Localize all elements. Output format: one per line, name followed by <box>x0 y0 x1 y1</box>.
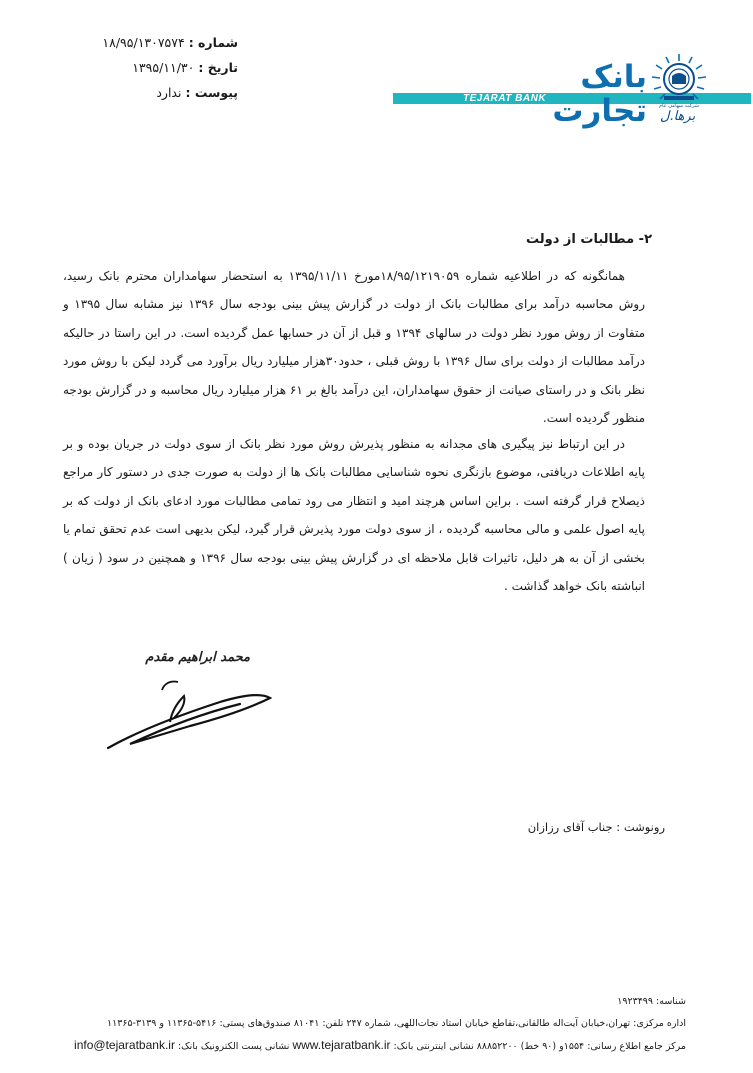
section-heading: ۲- مطالبات از دولت <box>526 232 652 247</box>
website-link[interactable]: www.tejaratbank.ir <box>292 1038 391 1052</box>
signatory-name: محمد ابراهیم مقدم <box>145 650 250 665</box>
email-link[interactable]: info@tejaratbank.ir <box>74 1038 175 1052</box>
letter-meta <box>102 30 238 105</box>
letter-attachment-value: ندارد <box>156 85 182 100</box>
letter-date-value: ۱۳۹۵/۱۱/۳۰ <box>132 60 195 75</box>
body-paragraph-1: همانگونه که در اطلاعیه شماره ۱۸/۹۵/۱۲۱۹۰۵۹مورخ ۱۳۹۵/۱۱/۱۱ به استحضار سهامداران محترم بانک رسید، روش محاسبه درآمد برای مطالبات بانک از دولت در گزارش پیش بینی بودجه سال ۱۳۹۶ نیز مشابه سال ۱۳۹۵ و متفاوت از روش مورد نظر دولت در سالهای ۱۳۹۴ و قبل از آن در حسابها عمل گردیده است. در این راستا در حالیکه درآمد مطالبات از دولت برای سال ۱۳۹۶ با روش قبلی ، حدود۳۰هزار میلیارد ریال برآورد می گردد لیکن با روش مورد نظر بانک و در راستای صیانت از حقوق سهامداران، این درآمد بالغ بر ۶۱ هزار میلیارد ریال محاسبه و در گزارش بودجه منظور گردیده است. <box>63 269 646 426</box>
letter-attachment: پیوست :ندارد <box>156 85 238 100</box>
letter-number-value: ۱۸/۹۵/۱۳۰۷۵۷۴ <box>102 35 185 50</box>
brand-name-latin: TEJARAT BANK <box>463 93 547 104</box>
body-paragraph-2: در این ارتباط نیز پیگیری های مجدانه به منظور پذیرش روش مورد نظر بانک از سوی دولت در جریان بوده و بر پایه اطلاعات دریافتی، موضوع بازنگری نحوه شناسایی مطالبات بانک ها از دولت به صورت جدی در دستور کار مراجع ذیصلاح قرار گرفته است . براین اساس هرچند امید و انتظار می رود تمامی مطالبات مورد ادعای بانک از دولت که بر پایه اصول علمی و مالی محاسبه گردیده ، از سوی دولت مورد پذیرش قرار گیرد، لیکن بدیهی است عدم تحقق تمام یا بخشی از آن به هر دلیل، تاثیرات قابل ملاحظه ای در گزارش پیش بینی بودجه سال ۱۳۹۶ و همچنین در سود ( زیان ) انباشته بانک خواهد گذاشت . <box>63 437 645 594</box>
letter-date: تاریخ :۱۳۹۵/۱۱/۳۰ <box>132 60 238 75</box>
bank-emblem-icon <box>650 52 708 110</box>
brand-name-fa: بانک تجارت <box>552 59 647 129</box>
bank-slogan: برها.ل <box>660 109 696 124</box>
footer-address: اداره مرکزی: تهران،خیابان آیت‌اله طالقانی،تقاطع خیابان استاد نجات‌اللهی، شماره ۲۴۷ تلفن: ۸۱۰۴۱ صندوق‌های پستی: ۵۴۱۶-۱۱۳۶۵ و ۳۱۳۹-۱۱۳۶۵ <box>107 1018 686 1029</box>
emblem-caption: شرکت سهامی عام <box>659 103 699 109</box>
handwritten-signature-icon <box>100 660 280 760</box>
letter-number: شماره :۱۸/۹۵/۱۳۰۷۵۷۴ <box>102 35 238 50</box>
footer-contact: مرکز جامع اطلاع رسانی: ۱۵۵۴و (۹۰ خط) ۸۸۸۵۲۲۰۰ نشانی اینترنتی بانک: www.tejaratbank.ir نشانی پست الکترونیک بانک: info@tejaratbank.ir <box>74 1038 686 1052</box>
cc-line: رونوشت : جناب آقای رزازان <box>527 820 665 834</box>
footer-id: شناسه: ۱۹۲۳۴۹۹ <box>617 996 686 1007</box>
